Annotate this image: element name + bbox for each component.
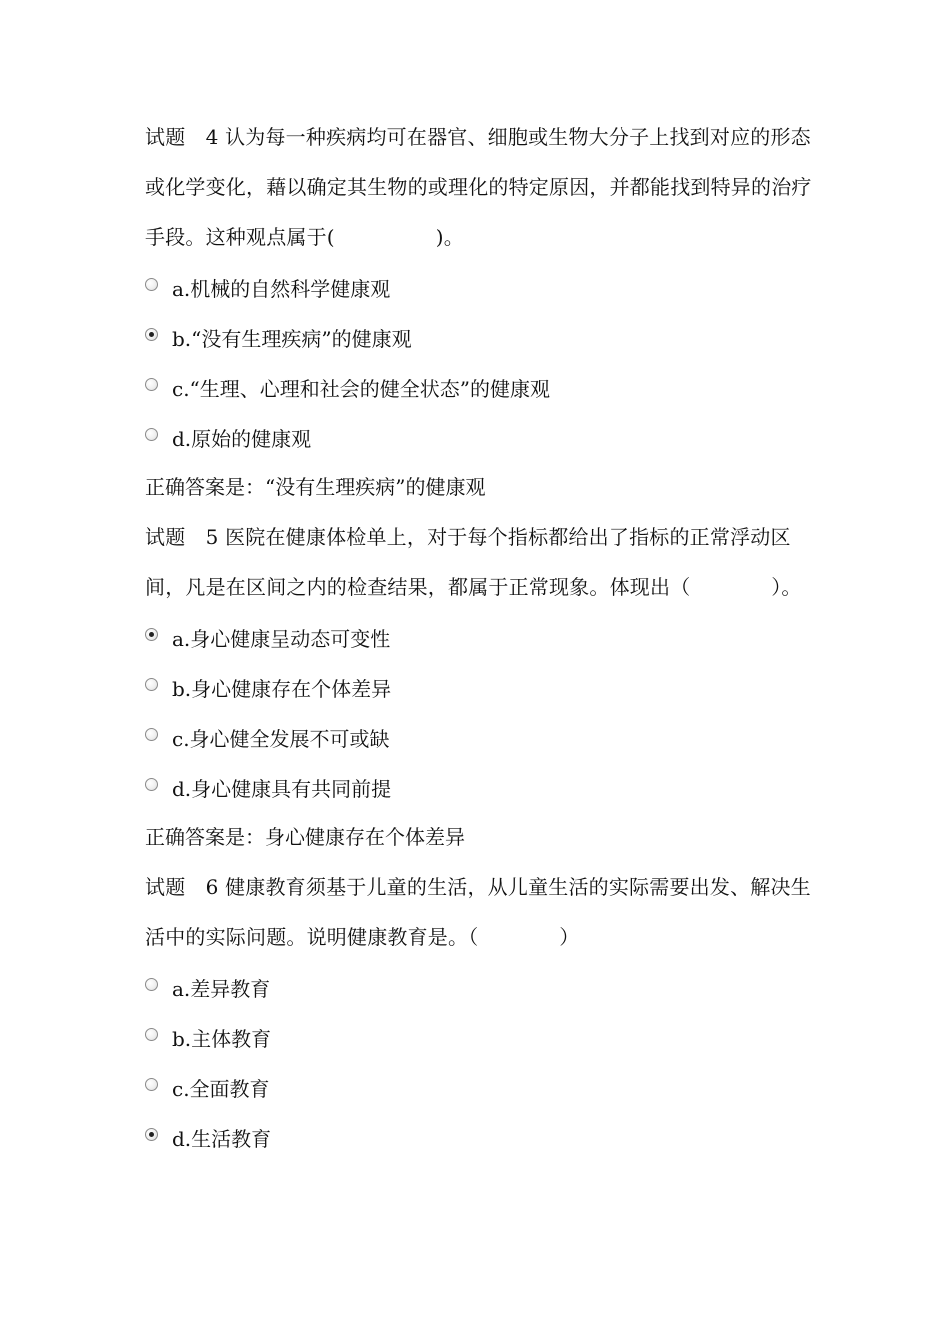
radio-unchecked-icon[interactable] [145, 678, 158, 691]
option-5d[interactable] [145, 762, 825, 812]
radio-unchecked-icon[interactable] [145, 278, 158, 291]
question-5 [145, 512, 825, 862]
option-5b[interactable] [145, 662, 825, 712]
option-label: a.身心健康呈动态可变性 [172, 626, 391, 651]
radio-unchecked-icon[interactable] [145, 728, 158, 741]
question-4 [145, 112, 825, 512]
option-label: b.“没有生理疾病”的健康观 [172, 326, 412, 351]
option-6a[interactable] [145, 962, 825, 1012]
option-label: d.身心健康具有共同前提 [172, 776, 392, 801]
radio-unchecked-icon[interactable] [145, 378, 158, 391]
option-label: d.原始的健康观 [172, 426, 312, 451]
radio-unchecked-icon[interactable] [145, 1028, 158, 1041]
question-6-text: 试题 6 健康教育须基于儿童的生活，从儿童生活的实际需要出发、解决生活中的实际问题。说明健康教育是。（ ） [145, 875, 811, 949]
radio-unchecked-icon[interactable] [145, 428, 158, 441]
option-label: b.主体教育 [172, 1026, 272, 1051]
radio-unchecked-icon[interactable] [145, 778, 158, 791]
radio-unchecked-icon[interactable] [145, 1078, 158, 1091]
option-label: c.“生理、心理和社会的健全状态”的健康观 [172, 376, 551, 401]
correct-answer-4: 正确答案是：“没有生理疾病”的健康观 [145, 475, 486, 499]
option-label: c.全面教育 [172, 1076, 270, 1101]
radio-unchecked-icon[interactable] [145, 978, 158, 991]
correct-answer-5: 正确答案是：身心健康存在个体差异 [145, 825, 465, 849]
radio-checked-icon[interactable] [145, 328, 158, 341]
option-4b[interactable] [145, 312, 825, 362]
option-5a[interactable] [145, 612, 825, 662]
radio-checked-icon[interactable] [145, 1128, 158, 1141]
radio-checked-icon[interactable] [145, 628, 158, 641]
option-label: d.生活教育 [172, 1126, 272, 1151]
option-4c[interactable] [145, 362, 825, 412]
option-6b[interactable] [145, 1012, 825, 1062]
quiz-page [145, 112, 825, 1162]
option-6d[interactable] [145, 1112, 825, 1162]
option-label: b.身心健康存在个体差异 [172, 676, 392, 701]
option-4d[interactable] [145, 412, 825, 462]
option-4a[interactable] [145, 262, 825, 312]
option-6c[interactable] [145, 1062, 825, 1112]
option-label: a.机械的自然科学健康观 [172, 276, 391, 301]
option-label: c.身心健全发展不可或缺 [172, 726, 390, 751]
question-6 [145, 862, 825, 1162]
option-label: a.差异教育 [172, 976, 271, 1001]
option-5c[interactable] [145, 712, 825, 762]
question-5-text: 试题 5 医院在健康体检单上，对于每个指标都给出了指标的正常浮动区间，凡是在区间之内的检查结果，都属于正常现象。体现出（ ）。 [145, 525, 802, 599]
question-4-text: 试题 4 认为每一种疾病均可在器官、细胞或生物大分子上找到对应的形态或化学变化，藉以确定其生物的或理化的特定原因，并都能找到特异的治疗手段。这种观点属于( )。 [145, 125, 812, 249]
